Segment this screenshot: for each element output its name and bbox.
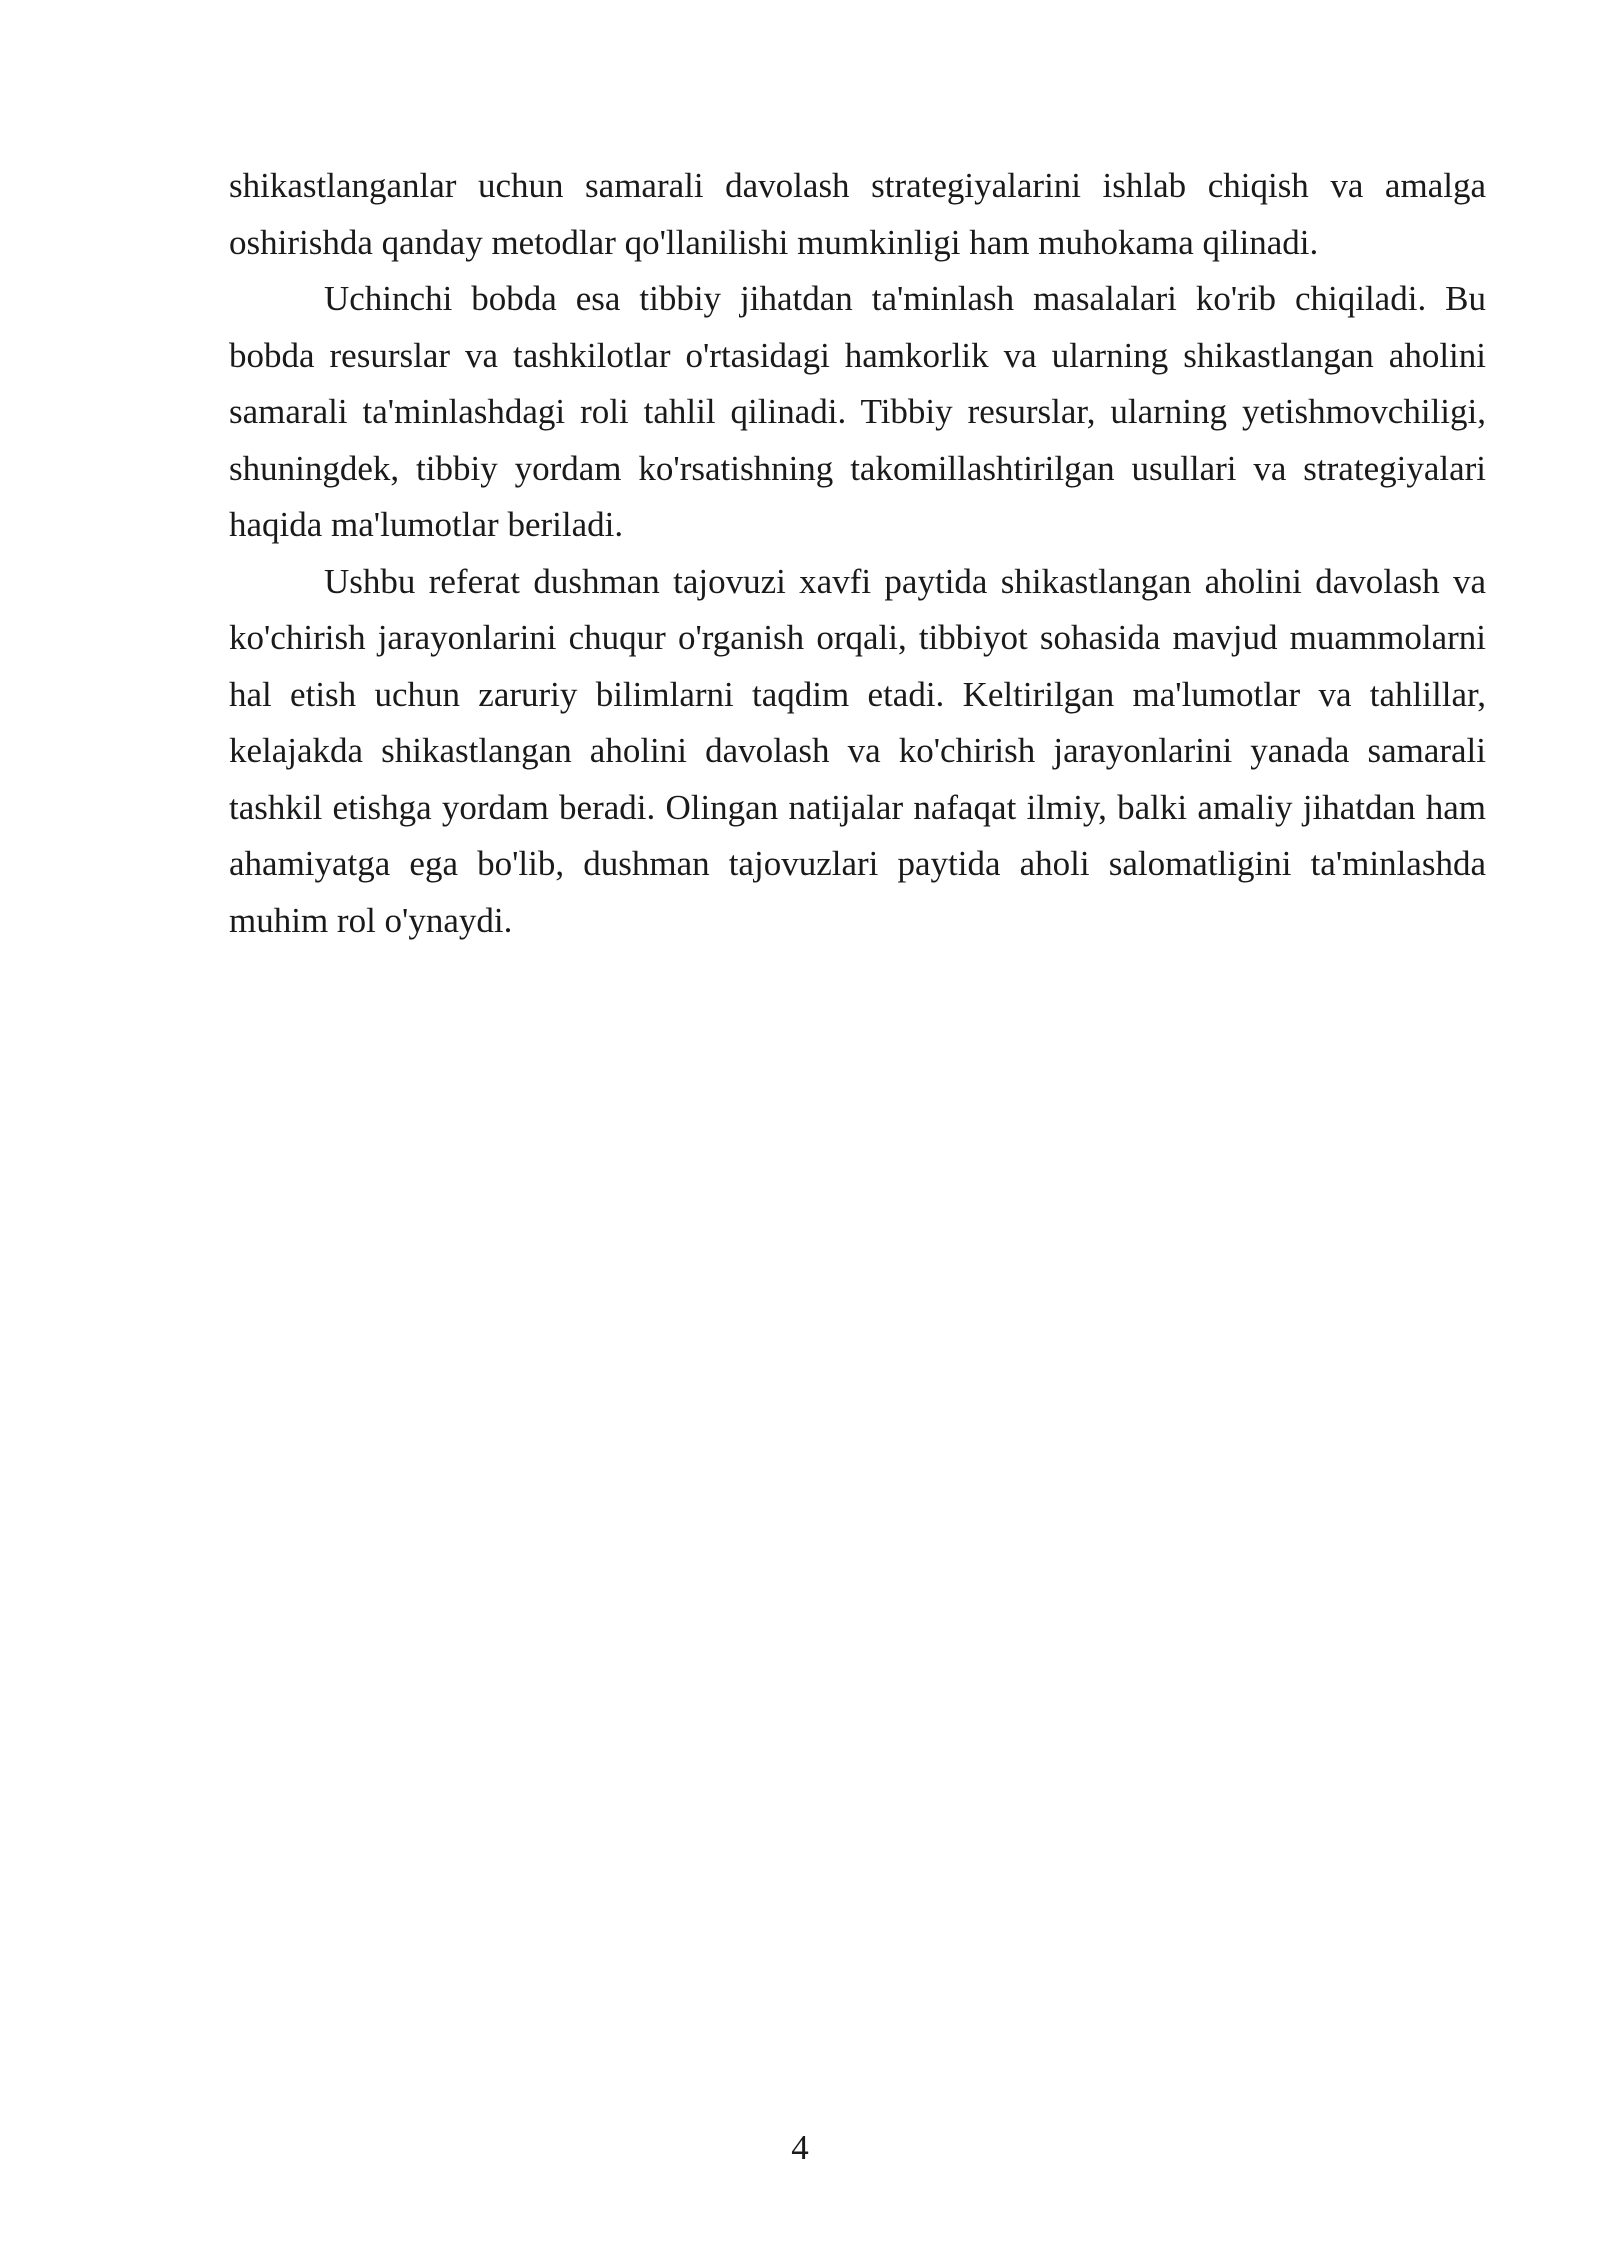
paragraph-continuation: shikastlanganlar uchun samarali davolash strategiyalarini ishlab chiqish va amalga oshirishda qanday metodlar qo'llanilishi mumkinligi ham muhokama qilinadi. [229,166,1486,262]
page-number: 4 [791,2128,809,2167]
body-text [229,158,1486,949]
paragraph-conclusion: Ushbu referat dushman tajovuzi xavfi paytida shikastlangan aholini davolash va ko'chirish jarayonlarini chuqur o'rganish orqali, tibbiyot sohasida mavjud muammolarni hal etish uchun zaruriy bilimlarni taqdim etadi. Keltirilgan ma'lumotlar va tahlillar, kelajakda shikastlangan aholini davolash va ko'chirish jarayonlarini yanada samarali tashkil etishga yordam beradi. Olingan natijalar nafaqat ilmiy, balki amaliy jihatdan ham ahamiyatga ega bo'lib, dushman tajovuzlari paytida aholi salomatligini ta'minlashda muhim rol o'ynaydi. [229,561,1486,940]
paragraph-chapter-three: Uchinchi bobda esa tibbiy jihatdan ta'minlash masalalari ko'rib chiqiladi. Bu bobda resurslar va tashkilotlar o'rtasidagi hamkorlik va ularning shikastlangan aholini samarali ta'minlashdagi roli tahlil qilinadi. Tibbiy resurslar, ularning yetishmovchiligi, shuningdek, tibbiy yordam ko'rsatishning takomillashtirilgan usullari va strategiyalari haqida ma'lumotlar beriladi. [229,279,1486,544]
